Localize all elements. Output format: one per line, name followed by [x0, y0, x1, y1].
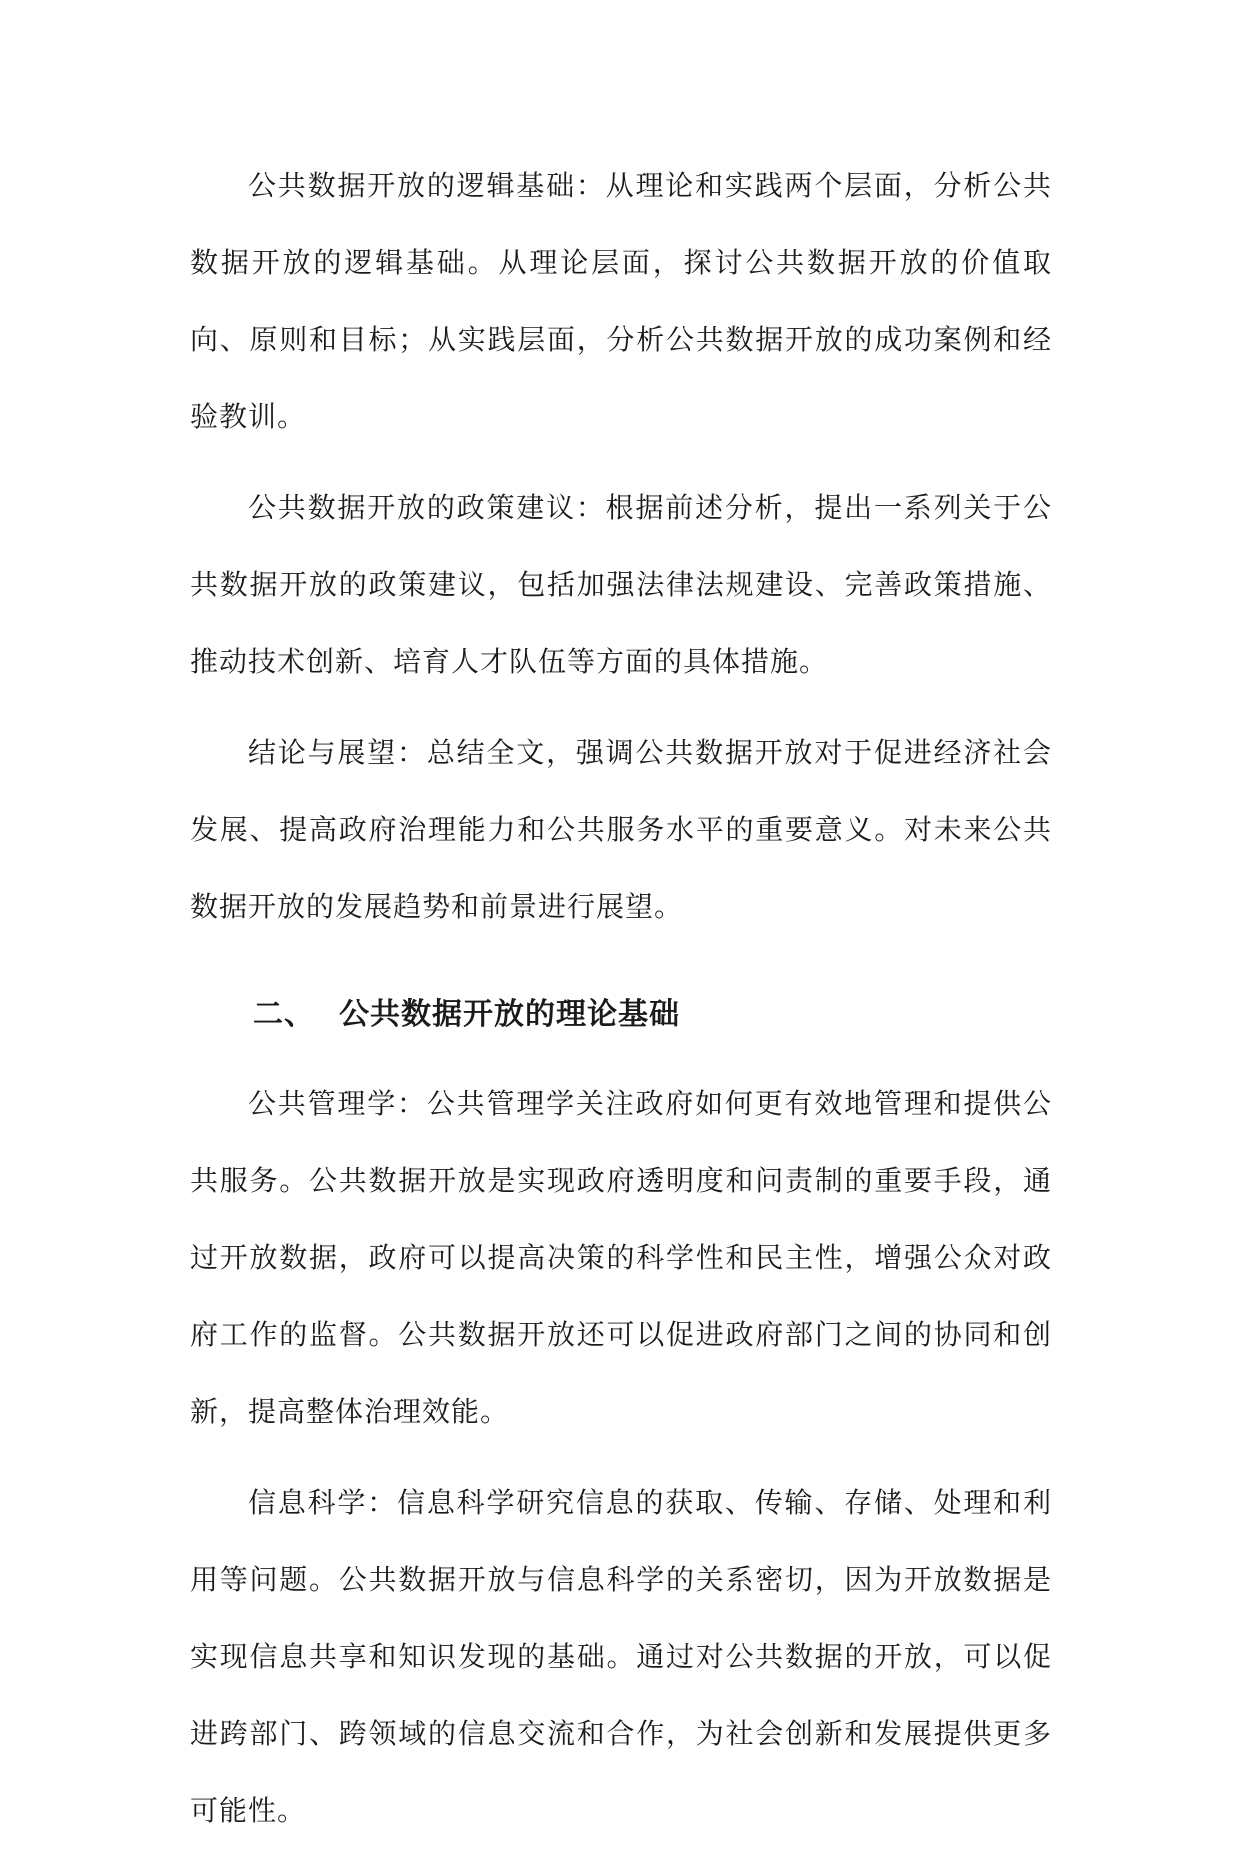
paragraph-conclusion: 结论与展望：总结全文，强调公共数据开放对于促进经济社会发展、提高政府治理能力和公共服务水平的重要意义。对未来公共数据开放的发展趋势和前景进行展望。 [190, 736, 1052, 923]
section-heading [190, 985, 1052, 1045]
document-page [190, 147, 1052, 1863]
section-number: 二、 [253, 997, 315, 1032]
paragraph-policy-suggestions: 公共数据开放的政策建议：根据前述分析，提出一系列关于公共数据开放的政策建议，包括加强法律法规建设、完善政策措施、推动技术创新、培育人才队伍等方面的具体措施。 [190, 491, 1052, 678]
paragraph-logic-basis: 公共数据开放的逻辑基础：从理论和实践两个层面，分析公共数据开放的逻辑基础。从理论层面，探讨公共数据开放的价值取向、原则和目标；从实践层面，分析公共数据开放的成功案例和经验教训。 [190, 169, 1052, 433]
paragraph-information-science: 信息科学：信息科学研究信息的获取、传输、存储、处理和利用等问题。公共数据开放与信息科学的关系密切，因为开放数据是实现信息共享和知识发现的基础。通过对公共数据的开放，可以促进跨部门、跨领域的信息交流和合作，为社会创新和发展提供更多可能性。 [190, 1486, 1052, 1827]
section-title: 公共数据开放的理论基础 [339, 997, 680, 1032]
paragraph-public-management: 公共管理学：公共管理学关注政府如何更有效地管理和提供公共服务。公共数据开放是实现政府透明度和问责制的重要手段，通过开放数据，政府可以提高决策的科学性和民主性，增强公众对政府工作的监督。公共数据开放还可以促进政府部门之间的协同和创新，提高整体治理效能。 [190, 1087, 1052, 1428]
